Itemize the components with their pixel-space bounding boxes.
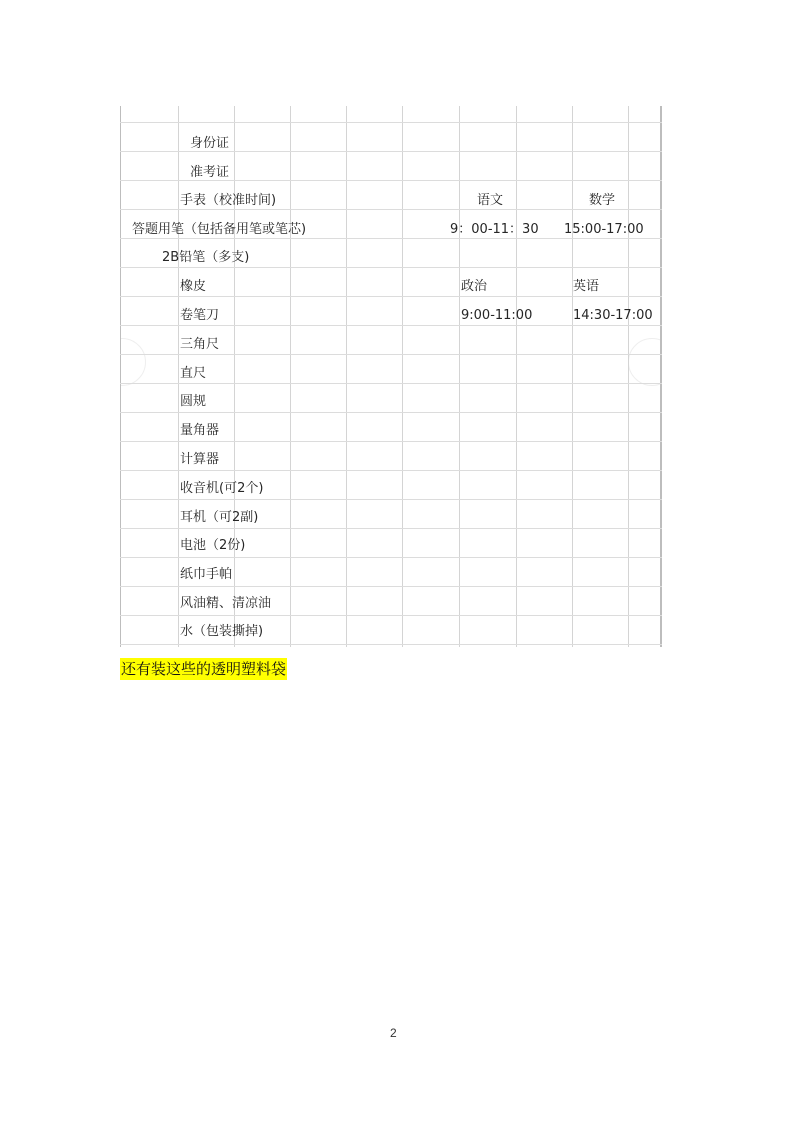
page-number: 2 bbox=[390, 1026, 397, 1040]
time-math: 15:00-17:00 bbox=[564, 222, 644, 237]
grid-col-line bbox=[628, 106, 629, 647]
item-2b-pencil: 2B铅笔（多支) bbox=[162, 250, 250, 265]
subject-english: 英语 bbox=[573, 279, 600, 294]
grid-row-line bbox=[120, 615, 662, 616]
grid-col-line bbox=[178, 106, 179, 647]
grid-col-line bbox=[572, 106, 573, 647]
grid-row-line bbox=[120, 441, 662, 442]
grid-col-line bbox=[516, 106, 517, 647]
item-id-card: 身份证 bbox=[190, 136, 230, 151]
watermark-right bbox=[628, 338, 662, 386]
highlighted-note: 还有装这些的透明塑料袋 bbox=[121, 660, 287, 678]
item-sharpener: 卷笔刀 bbox=[180, 308, 220, 323]
subject-chinese: 语文 bbox=[477, 193, 504, 208]
grid-row-line bbox=[120, 528, 662, 529]
item-water: 水（包装撕掉) bbox=[180, 624, 264, 639]
grid-col-line bbox=[459, 106, 460, 647]
item-protractor: 量角器 bbox=[180, 423, 220, 438]
item-earphones: 耳机（可2副) bbox=[180, 510, 259, 525]
item-eraser: 橡皮 bbox=[180, 279, 207, 294]
grid-row-line bbox=[120, 586, 662, 587]
sheet-left-edge bbox=[120, 106, 121, 647]
grid-row-line bbox=[120, 296, 662, 297]
grid-row-line bbox=[120, 267, 662, 268]
grid-col-line bbox=[234, 106, 235, 647]
grid-row-line bbox=[120, 412, 662, 413]
grid-row-line bbox=[120, 499, 662, 500]
grid-row-line bbox=[120, 209, 662, 210]
grid-row-line bbox=[120, 122, 662, 123]
spreadsheet-image bbox=[120, 106, 662, 647]
grid-row-line bbox=[120, 238, 662, 239]
item-calculator: 计算器 bbox=[180, 452, 220, 467]
grid-col-line bbox=[402, 106, 403, 647]
subject-math: 数学 bbox=[589, 193, 616, 208]
item-tissue: 纸巾手帕 bbox=[180, 567, 233, 582]
item-answer-pen: 答题用笔（包括备用笔或笔芯) bbox=[132, 222, 307, 237]
watermark-left bbox=[120, 338, 146, 386]
item-radio: 收音机(可2个) bbox=[180, 481, 264, 496]
sheet-right-edge bbox=[660, 106, 662, 647]
subject-politics: 政治 bbox=[461, 279, 488, 294]
grid-col-line bbox=[290, 106, 291, 647]
grid-row-line bbox=[120, 644, 662, 645]
grid-row-line bbox=[120, 383, 662, 384]
grid-row-line bbox=[120, 354, 662, 355]
item-watch: 手表（校准时间) bbox=[180, 193, 277, 208]
time-politics: 9:00-11:00 bbox=[461, 308, 533, 323]
time-english: 14:30-17:00 bbox=[573, 308, 653, 323]
item-battery: 电池（2份) bbox=[180, 538, 246, 553]
grid-col-line bbox=[346, 106, 347, 647]
grid-row-line bbox=[120, 325, 662, 326]
item-straight-ruler: 直尺 bbox=[180, 366, 207, 381]
time-chinese: 9：00-11：30 bbox=[450, 222, 539, 237]
item-triangle-ruler: 三角尺 bbox=[180, 337, 220, 352]
item-compass: 圆规 bbox=[180, 394, 207, 409]
grid-row-line bbox=[120, 557, 662, 558]
item-admission-ticket: 准考证 bbox=[190, 165, 230, 180]
grid-row-line bbox=[120, 470, 662, 471]
item-balm-oil: 风油精、清凉油 bbox=[180, 596, 272, 611]
